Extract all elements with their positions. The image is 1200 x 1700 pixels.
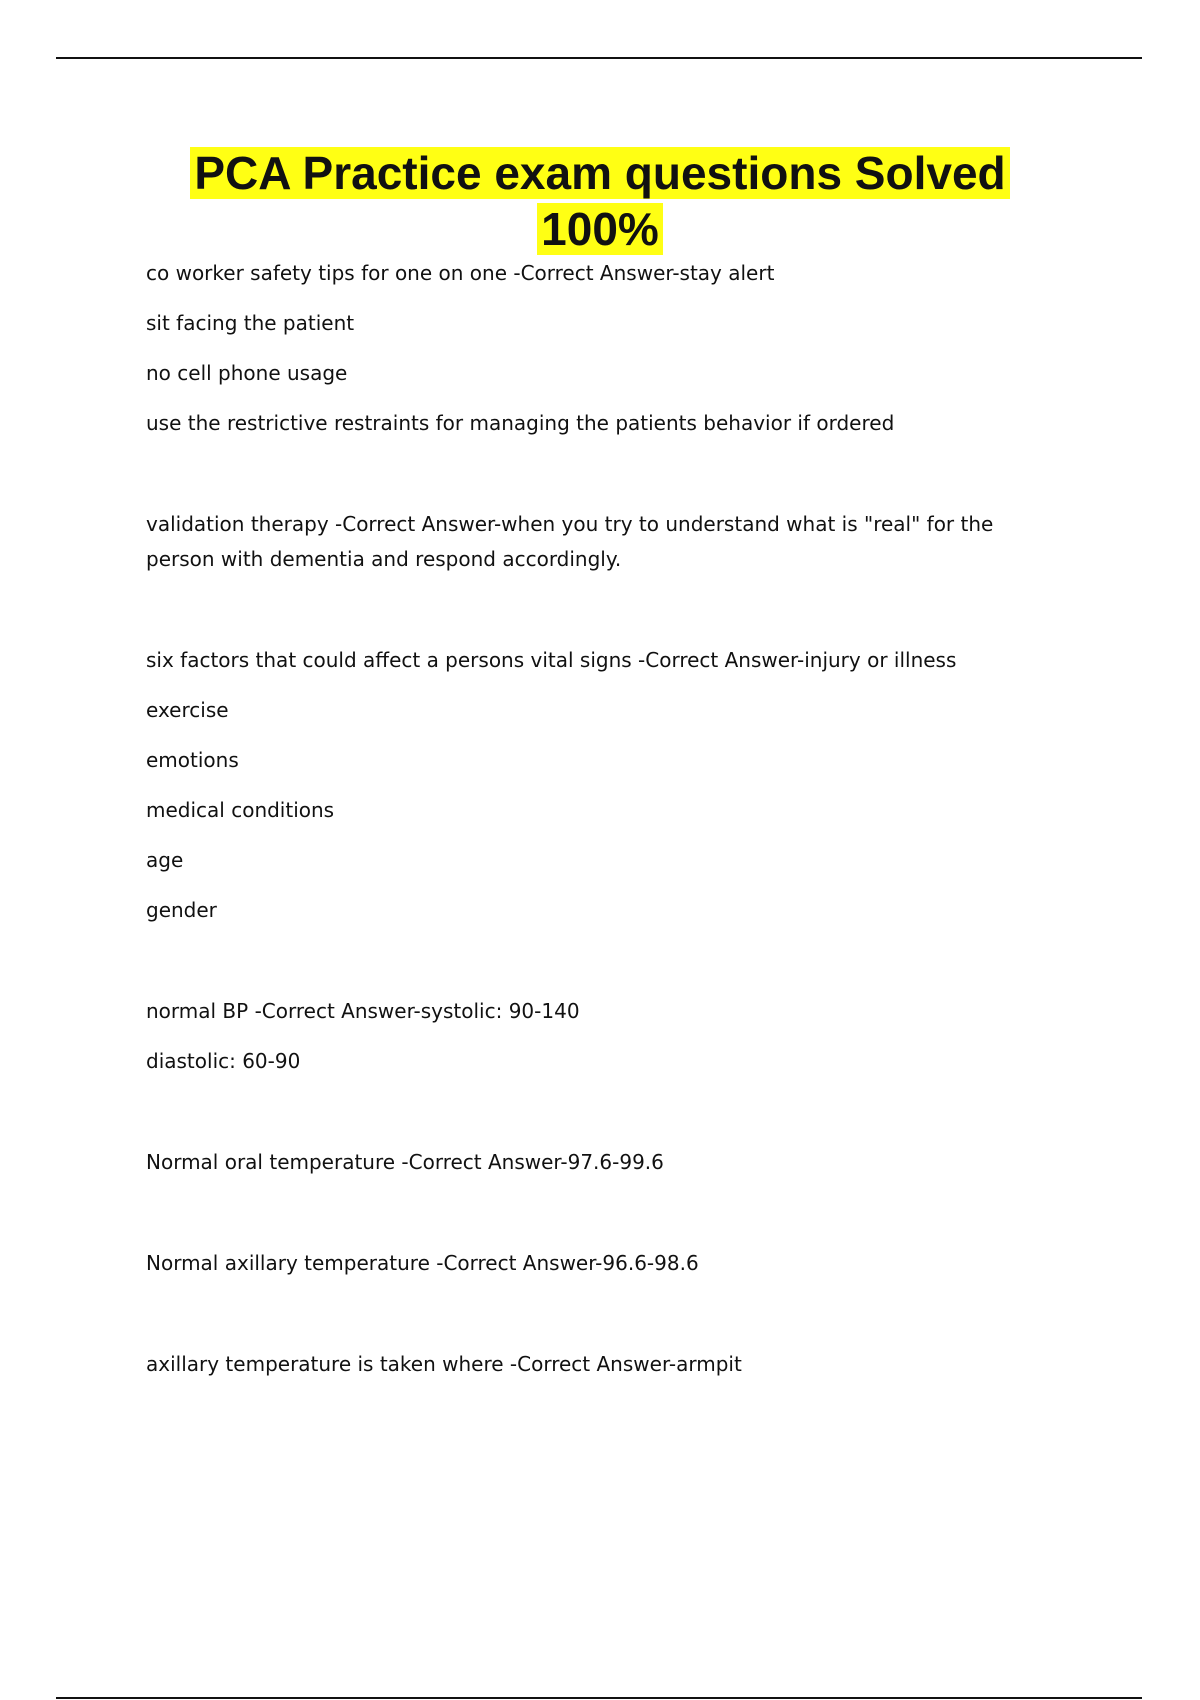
qa-entry-oral-temperature: [146, 1145, 1066, 1180]
qa-line: diastolic: 60-90: [146, 1049, 301, 1073]
qa-line: medical conditions: [146, 798, 335, 822]
qa-entry-axillary-location: [146, 1347, 1066, 1382]
title-line-1: PCA Practice exam questions Solved: [190, 147, 1009, 199]
qa-entry-vital-signs-factors: [146, 643, 1066, 928]
qa-line: six factors that could affect a persons vital signs -Correct Answer-injury or illness: [146, 648, 957, 672]
qa-line: age: [146, 848, 184, 872]
qa-entry-normal-bp: [146, 994, 1066, 1079]
top-rule: [56, 57, 1142, 59]
qa-line: axillary temperature is taken where -Correct Answer-armpit: [146, 1352, 742, 1376]
title-line-2: 100%: [537, 203, 663, 255]
qa-line: co worker safety tips for one on one -Correct Answer-stay alert: [146, 261, 775, 285]
qa-line: Normal oral temperature -Correct Answer-97.6-99.6: [146, 1150, 664, 1174]
qa-line: use the restrictive restraints for managing the patients behavior if ordered: [146, 411, 895, 435]
qa-line: Normal axillary temperature -Correct Answer-96.6-98.6: [146, 1251, 699, 1275]
qa-line: validation therapy -Correct Answer-when you try to understand what is "real" for the person with dementia and respond accordingly.: [146, 512, 994, 571]
qa-line: normal BP -Correct Answer-systolic: 90-140: [146, 999, 580, 1023]
qa-line: no cell phone usage: [146, 361, 348, 385]
qa-entry-coworker-safety: [146, 256, 1066, 441]
qa-line: exercise: [146, 698, 229, 722]
qa-content: [146, 256, 1066, 1382]
bottom-rule: [56, 1697, 1142, 1699]
qa-entry-validation-therapy: [146, 507, 1066, 577]
qa-entry-axillary-temperature: [146, 1246, 1066, 1281]
qa-line: sit facing the patient: [146, 311, 355, 335]
page-title: [0, 145, 1200, 257]
qa-line: emotions: [146, 748, 239, 772]
qa-line: gender: [146, 898, 217, 922]
